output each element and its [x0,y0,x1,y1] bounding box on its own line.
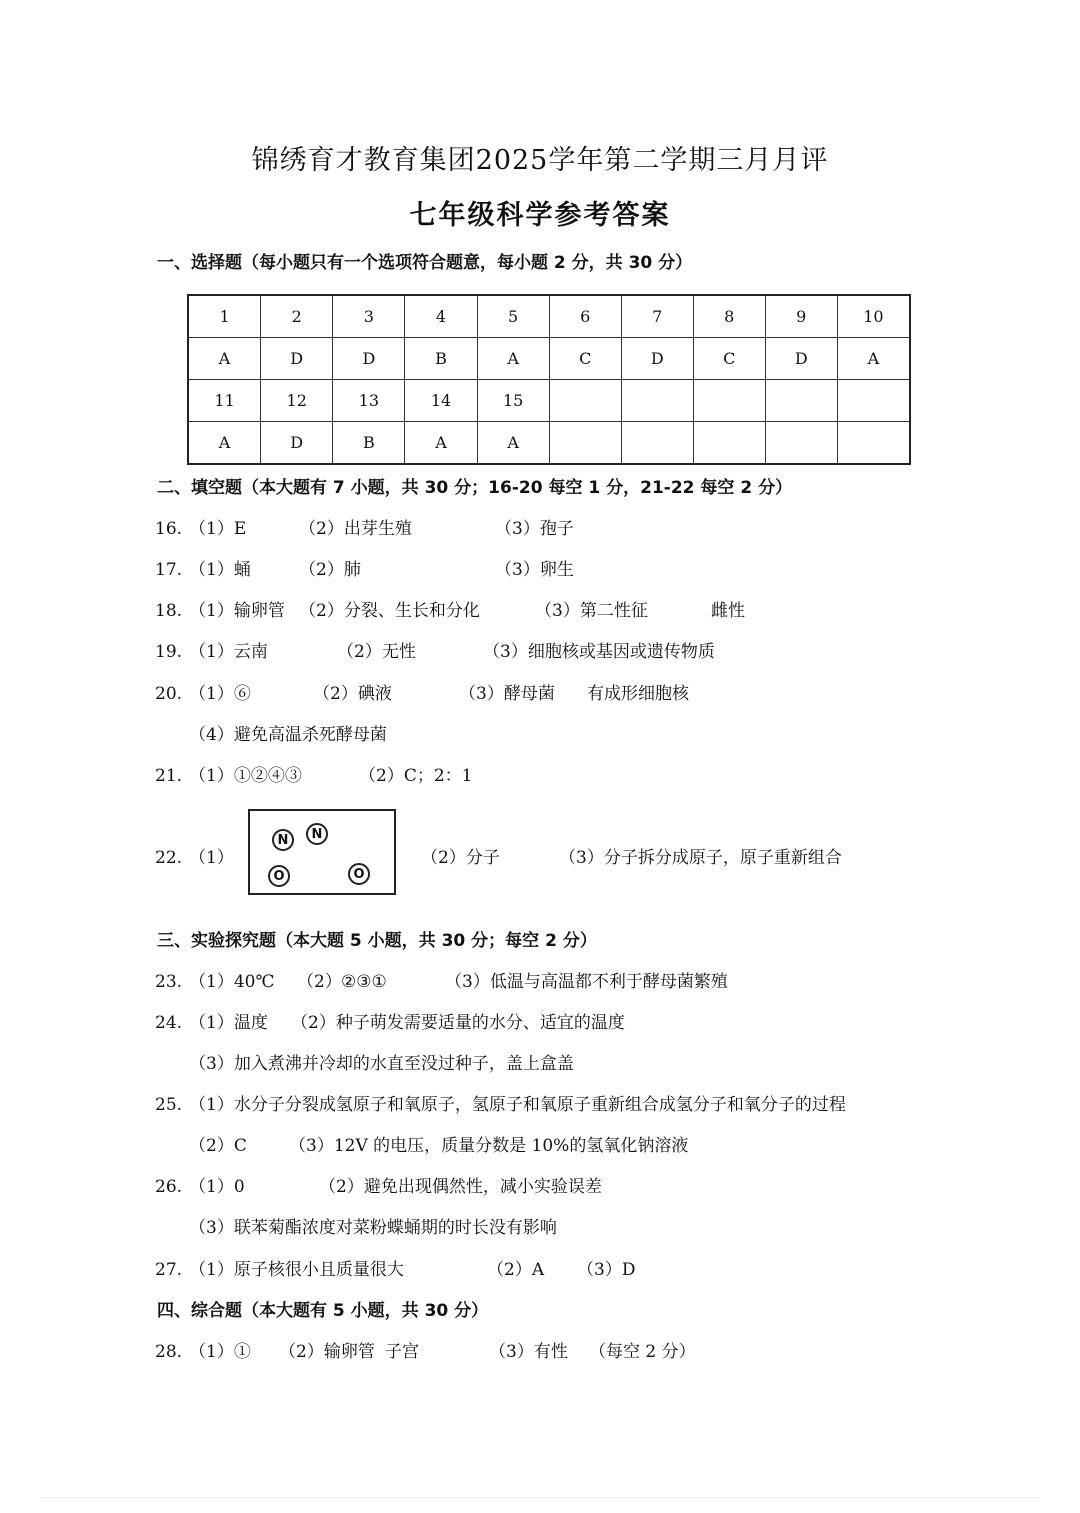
answer-cell: A [477,422,549,465]
answer-part: （1）①②④③ [189,766,302,786]
answer-part: （2）出芽生殖 [299,519,412,539]
answer-part: （1）温度 [189,1013,268,1033]
answer-part: （3）酵母菌 [459,684,555,704]
answer-part: （1）蛹 [189,560,251,580]
question-number: 23. [155,972,183,992]
answer-part: ②③① [341,972,387,992]
atom-diagram [248,809,396,895]
section-3-heading: 三、实验探究题（本大题 5 小题，共 30 分；每空 2 分） [157,931,597,951]
answer-line-16 [155,514,574,539]
answer-part: （3）D [577,1260,636,1280]
answer-part: （2）无性 [337,642,416,662]
question-number-cell: 11 [188,380,261,422]
answer-line-20-cont [189,720,387,745]
answer-part: （3）孢子 [495,519,574,539]
answer-cell [693,422,765,465]
answer-part: （2）分子 [421,848,500,868]
oxygen-atom: O [348,863,370,885]
question-number-cell: 13 [333,380,405,422]
answer-part: （4）避免高温杀死酵母菌 [189,725,387,745]
choice-answer-table [187,294,911,465]
answer-part: 雌性 [711,601,745,621]
answer-line-19 [155,637,715,662]
question-number-cell [693,380,765,422]
answer-cell [837,422,910,465]
answer-line-23 [155,967,728,992]
question-number-cell: 3 [333,295,405,338]
question-number: 24. [155,1013,183,1033]
question-number-row [188,380,910,422]
answer-cell: B [333,422,405,465]
question-number: 28. [155,1342,183,1362]
answer-part: （3）第二性征 [535,601,648,621]
answer-line-18 [155,596,745,621]
answer-cell: A [188,422,261,465]
answer-row [188,422,910,465]
answer-cell: A [477,338,549,380]
answer-line-25-cont [189,1131,688,1156]
answer-cell [765,422,837,465]
answer-cell: B [405,338,477,380]
answer-line-26 [155,1172,602,1197]
document-subtitle: 七年级科学参考答案 [409,200,671,231]
question-number: 19. [155,642,183,662]
answer-part: （1）E [189,519,247,539]
section-4-heading: 四、综合题（本大题有 5 小题，共 30 分） [157,1301,489,1321]
document-title: 锦绣育才教育集团2025学年第二学期三月月评 [251,145,829,176]
answer-cell: D [261,338,333,380]
answer-part: （1）⑥ [189,684,251,704]
question-number: 26. [155,1177,183,1197]
answer-part: （2） [297,972,342,992]
answer-part: （2）C；2：1 [359,766,473,786]
answer-cell: C [693,338,765,380]
question-number-row [188,295,910,338]
question-number-cell [837,380,910,422]
answer-part: （3）联苯菊酯浓度对菜粉蝶蛹期的时长没有影响 [189,1218,557,1238]
answer-part: （3）分子拆分成原子，原子重新组合 [559,848,842,868]
answer-cell: D [333,338,405,380]
answer-part: （2）种子萌发需要适量的水分、适宜的温度 [291,1013,625,1033]
question-number-cell: 5 [477,295,549,338]
question-number-cell: 1 [188,295,261,338]
answer-part: （1）输卵管 [189,601,285,621]
answer-part: （2）A [487,1260,545,1280]
answer-part: （3）低温与高温都不利于酵母菌繁殖 [445,972,728,992]
question-number: 21. [155,766,183,786]
answer-part: （3）有性 [489,1342,568,1362]
question-number-cell: 7 [621,295,693,338]
answer-part: （1）0 [189,1177,245,1197]
answer-part: （2）C [189,1136,247,1156]
answer-line-27 [155,1255,635,1280]
answer-part: （1）水分子分裂成氢原子和氧原子，氢原子和氧原子重新组合成氢分子和氧分子的过程 [189,1095,846,1115]
answer-cell: D [765,338,837,380]
answer-part: （1） [189,848,234,868]
question-number: 20. [155,684,183,704]
question-number: 18. [155,601,183,621]
question-number-cell: 10 [837,295,910,338]
answer-part: （1）40℃ [189,972,275,992]
answer-part: （2）分裂、生长和分化 [299,601,480,621]
answer-cell [549,422,621,465]
nitrogen-atom: N [306,823,328,845]
question-number: 16. [155,519,183,539]
question-number: 27. [155,1260,183,1280]
answer-part: （3）12V 的电压，质量分数是 10%的氢氧化钠溶液 [289,1136,689,1156]
question-number-cell: 15 [477,380,549,422]
answer-part: （2）输卵管 [279,1342,375,1362]
answer-cell: A [837,338,910,380]
answer-line-24-cont [189,1049,574,1074]
section-1-heading: 一、选择题（每小题只有一个选项符合题意，每小题 2 分，共 30 分） [157,253,693,273]
question-number-cell: 12 [261,380,333,422]
question-number-cell [621,380,693,422]
question-number-cell: 6 [549,295,621,338]
answer-part: （3）细胞核或基因或遗传物质 [483,642,715,662]
answer-part: 子宫 [385,1342,419,1362]
answer-part: 有成形细胞核 [587,684,689,704]
answer-line-21 [155,761,472,786]
question-number-cell: 14 [405,380,477,422]
question-number-cell [549,380,621,422]
answer-cell: C [549,338,621,380]
answer-part: （3）卵生 [495,560,574,580]
answer-line-28 [155,1337,696,1362]
answer-part: （1）原子核很小且质量很大 [189,1260,404,1280]
section-2-heading: 二、填空题（本大题有 7 小题，共 30 分；16-20 每空 1 分，21-22 每空 2 分） [157,478,793,498]
page-bottom-divider [40,1497,1040,1498]
answer-line-17 [155,555,574,580]
question-number-cell [765,380,837,422]
question-number-cell: 8 [693,295,765,338]
question-number-cell: 9 [765,295,837,338]
answer-part: （2）碘液 [313,684,392,704]
answer-line-25 [155,1090,846,1115]
answer-line-24 [155,1008,625,1033]
answer-cell: A [188,338,261,380]
answer-part: （每空 2 分） [589,1342,696,1362]
answer-part: （2）肺 [299,560,361,580]
question-number-cell: 4 [405,295,477,338]
question-number: 17. [155,560,183,580]
nitrogen-atom: N [272,829,294,851]
answer-cell: A [405,422,477,465]
oxygen-atom: O [268,865,290,887]
answer-line-26-cont [189,1213,557,1238]
question-number: 25. [155,1095,183,1115]
answer-part: （2）避免出现偶然性，减小实验误差 [319,1177,602,1197]
answer-part: （1）① [189,1342,251,1362]
question-number-cell: 2 [261,295,333,338]
question-number: 22. [155,848,183,868]
answer-cell: D [621,338,693,380]
answer-part: （1）云南 [189,642,268,662]
answer-line-20 [155,679,689,704]
answer-cell [621,422,693,465]
answer-cell: D [261,422,333,465]
answer-part: （3）加入煮沸并冷却的水直至没过种子，盖上盒盖 [189,1054,574,1074]
answer-row [188,338,910,380]
